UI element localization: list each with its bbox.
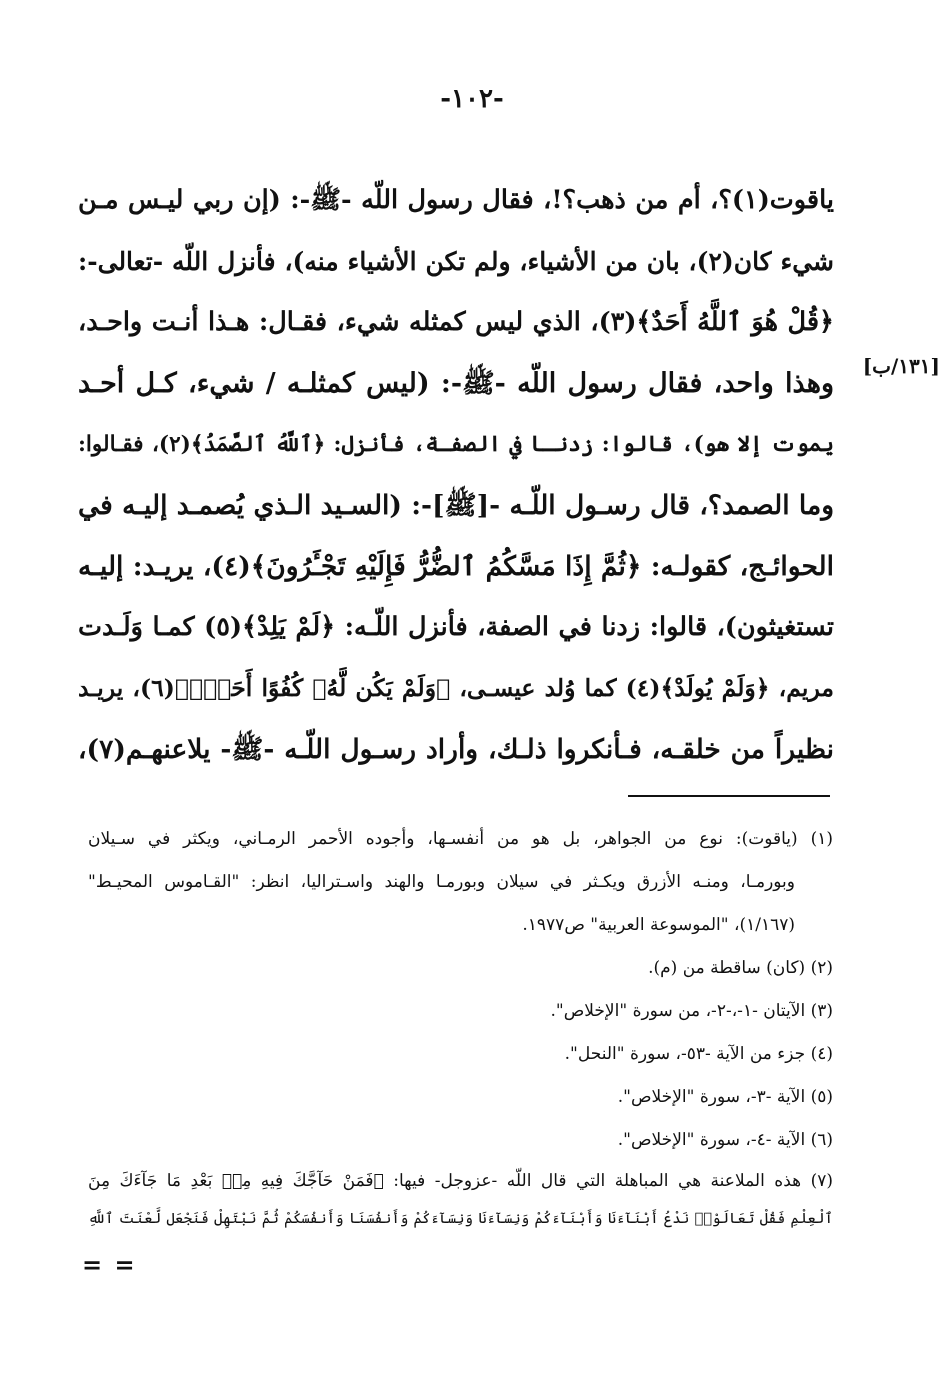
footnotes: [88, 818, 833, 1238]
footnote-separator: [628, 795, 830, 797]
footnote-line: وبورمـا، ومنـه الأزرق ويكـثر في سيلان وبورمـا والهند واسـتراليا، انظر: "القـاموس المحيـط": [88, 872, 795, 892]
main-text-line: يموت إلا هو)، قالوا: زدنـا في الصفـة، فأنزل: ﴿ٱللَّهُ ٱلصَّمَدُ﴾(٢)، فقـالوا:: [78, 432, 834, 457]
continuation-mark: = =: [82, 1250, 137, 1279]
main-text-line: وما الصمد؟، قال رسـول اللّـه -[ﷺ]-: (السـيد الـذي يُصمـد إليـه في: [78, 490, 834, 521]
footnote-line: (٧) هذه الملاعنة هي المباهلة التي قال اللّه -عزوجل- فيها: ﴿فَمَنْ حَآجَّكَ فِيهِ مِنۢ بَعْدِ مَا جَآءَكَ مِنَ: [88, 1171, 833, 1191]
page-number: -١٠٢-: [440, 84, 504, 114]
main-text-line: الحوائـج، كقولـه: ﴿ثُمَّ إِذَا مَسَّكُمُ ٱلضُّرُّ فَإِلَيْهِ تَجْـَٔرُونَ﴾(٤)، يريـد: إليـه: [78, 551, 834, 582]
manuscript-folio-marker: [١٣١/ب]: [862, 354, 940, 378]
footnote-line: (١/١٦٧)، "الموسوعة العربية" ص١٩٧٧.: [522, 915, 795, 935]
footnote-line: (٦) الآية -٤-، سورة "الإخلاص".: [617, 1130, 833, 1150]
main-text-line: مريم، ﴿وَلَمْ يُولَدْ﴾(٤) كما وُلد عيسـى، ﴿وَلَمْ يَكُن لَّهُۥ كُفُوًا أَحَدٌۢ﴾(٦)، يريـد: [78, 674, 834, 702]
main-text-line: تستغيثون)، قالوا: زدنا في الصفة، فأنزل اللّـه: ﴿لَمْ يَلِدْ﴾(٥) كمـا وَلَـدت: [78, 612, 835, 642]
main-text-body: [78, 170, 834, 780]
main-text-line: نظيراً من خلقـه، فـأنكروا ذلـك، وأراد رسـول اللّـه -ﷺ- يلاعنهـم(٧)،: [78, 734, 834, 765]
footnote-line: (٣) الآيتان -١-،-٢-، من سورة "الإخلاص".: [550, 1001, 833, 1021]
footnote-line: (٤) جزء من الآية -٥٣-، سورة "النحل".: [564, 1044, 833, 1064]
footnote-line: ٱلْعِلْمِ فَقُلْ تَعَالَوْا۟ نَدْعُ أَبْنَآءَنَا وَأَبْنَآءَكُمْ وَنِسَآءَنَا وَنِسَآءَكُمْ وَأَنفُسَنَا وَأَنفُسَكُمْ ثُمَّ نَبْتَهِلْ فَنَجْعَل لَّعْنَتَ ٱللَّهِ: [88, 1211, 833, 1227]
footnote-line: (١) (ياقوت): نوع من الجواهر، بل هو من أنفسـها، وأجوده الأحمر الرمـاني، ويكثر في سـيلان: [88, 829, 833, 849]
main-text-line: شيء كان(٢)، بان من الأشياء، ولم تكن الأشياء منه)، فأنزل اللّه -تعالى-:: [78, 247, 835, 276]
footnote-line: (٥) الآية -٣-، سورة "الإخلاص".: [617, 1087, 833, 1107]
footnote-line: (٢) (كان) ساقطة من (م).: [648, 958, 833, 978]
main-text-line: ياقوت(١)؟، أم من ذهب؟!، فقال رسول اللّه -ﷺ-: (إن ربي ليـس مـن: [78, 185, 834, 215]
main-text-line: وهذا واحد، فقال رسول اللّه -ﷺ-: (ليس كمثلـه / شيء، كـل أحـد: [78, 368, 834, 399]
main-text-line: ﴿قُلْ هُوَ ٱللَّهُ أَحَدٌ﴾(٣)، الذي ليس كمثله شيء، فقـال: هـذا أنـت واحـد،: [78, 307, 835, 337]
